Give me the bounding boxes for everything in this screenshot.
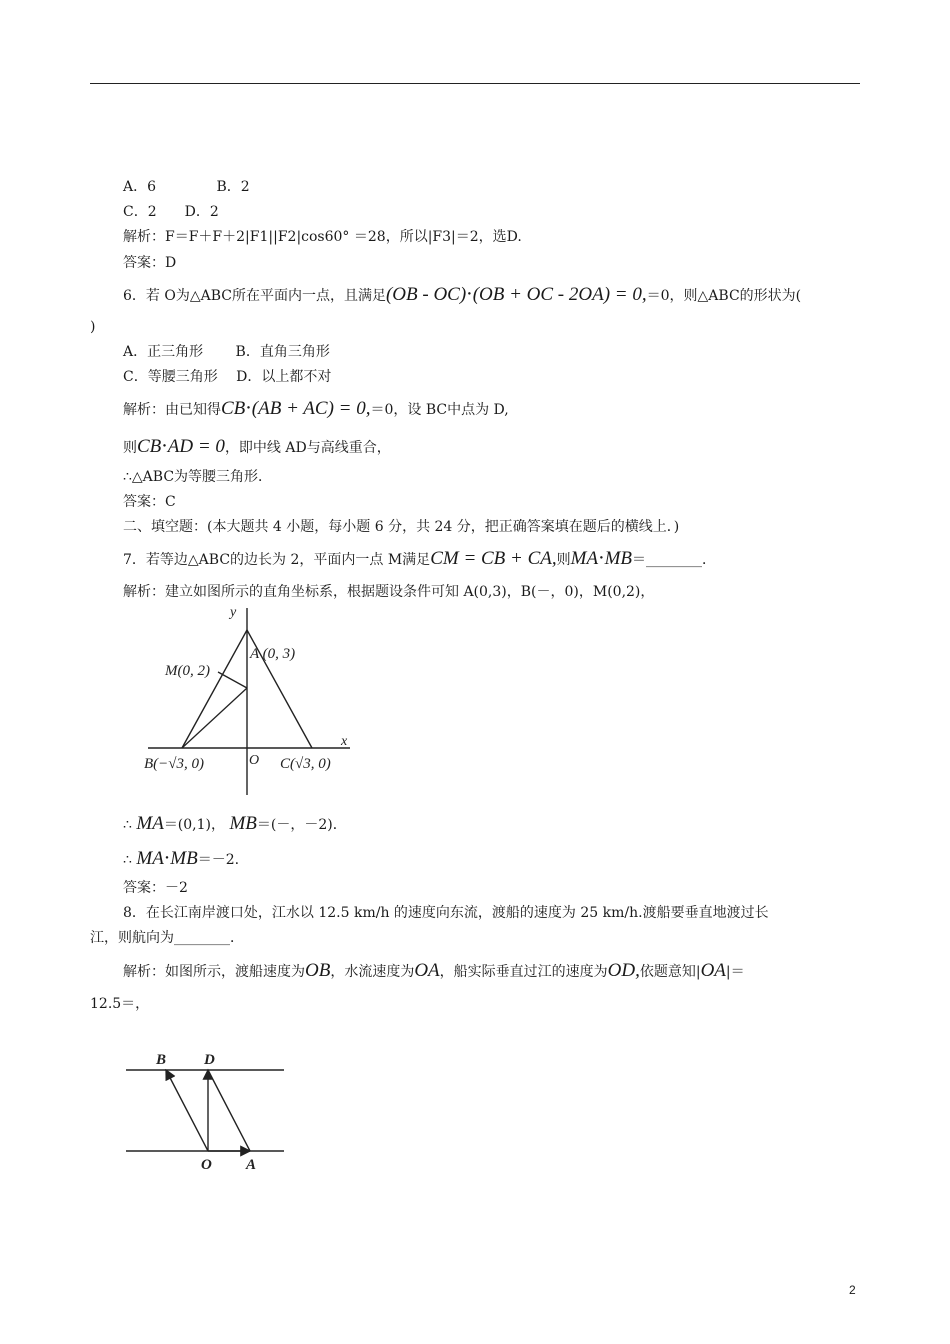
- q7-res2-val: ＝－2.: [197, 852, 240, 868]
- q5-solution: 解析：F＝F＋F＋2|F1||F2|cos60° ＝28，所以|F3|＝2，选D.: [123, 229, 522, 245]
- q8-sol-m2: OA: [414, 960, 440, 981]
- q7-solution: 解析：建立如图所示的直角坐标系，根据题设条件可知 A(0,3)，B(－，0)，M(0,2)，: [123, 584, 655, 600]
- q8-river-figure: [120, 1048, 300, 1178]
- q6-sol1-suffix: ＝0，设 BC中点为 D,: [370, 402, 509, 418]
- q6-answer: 答案：C: [123, 494, 176, 510]
- q7-stem: [123, 550, 716, 569]
- q6-stem-close: ): [90, 319, 96, 335]
- section-heading: 二、填空题：(本大题共 4 小题，每小题 6 分，共 24 分，把正确答案填在题后的横线上．): [123, 519, 680, 535]
- q8-sol-a: 解析：如图所示，渡船速度为: [123, 964, 305, 980]
- q7-stem-prefix: 7．若等边△ABC的边长为 2，平面内一点 M满足: [123, 552, 431, 568]
- y-axis-label: y: [230, 605, 237, 620]
- q8-sol-d: 依题意知|: [639, 964, 701, 980]
- label-O: O: [249, 753, 260, 768]
- q6-sol2-prefix: 则: [123, 440, 137, 456]
- segment-AB: [182, 630, 247, 748]
- vector-DA: [208, 1070, 250, 1151]
- q8-sol-m1: OB: [305, 960, 331, 981]
- q6-options-cd: C．等腰三角形 D．以上都不对: [123, 369, 332, 385]
- q7-res2-prefix: ∴: [123, 852, 132, 868]
- q6-stem: [123, 286, 801, 305]
- q7-res1-val2: ＝(－，－2)．: [256, 817, 347, 833]
- q7-result-line1: [123, 815, 347, 834]
- q8-sol-m4: OA: [700, 960, 726, 981]
- q8-solution-line2: 12.5＝，: [90, 996, 150, 1012]
- q8-stem-line1: 8．在长江南岸渡口处，江水以 12.5 km/h 的速度向东流，渡船的速度为 25 km/h.渡船要垂直地渡过长: [123, 905, 769, 921]
- q6-options-ab: A．正三角形 B．直角三角形: [123, 344, 330, 360]
- q7-res1-math2: MB: [229, 813, 257, 834]
- q8-sol-m3: OD,: [607, 960, 640, 981]
- label-D: D: [204, 1052, 215, 1068]
- q7-coordinate-figure: [140, 600, 380, 800]
- q7-stem-math2: MA⋅MB: [570, 548, 633, 569]
- header-rule: [90, 83, 860, 84]
- vector-OB: [166, 1070, 208, 1151]
- label-B: B(−√3, 0): [144, 756, 205, 772]
- label-C: C(√3, 0): [280, 756, 331, 772]
- q7-stem-mid: 则: [556, 552, 571, 568]
- page-number: 2: [849, 1283, 856, 1297]
- q6-solution-line1: [123, 400, 509, 419]
- q8-solution-line1: [123, 962, 745, 981]
- q7-res1-prefix: ∴: [123, 817, 132, 833]
- q5-options-ab: A．6 B．2: [123, 179, 250, 195]
- q7-answer: 答案：－2: [123, 880, 188, 896]
- q7-stem-suffix: ＝________．: [632, 552, 717, 568]
- q7-res1-val1: ＝(0,1)，: [163, 817, 226, 833]
- label-A: A (0, 3): [250, 646, 296, 662]
- label-B: B: [156, 1052, 167, 1068]
- label-M: M(0, 2): [165, 663, 210, 679]
- q7-result-line2: [123, 850, 239, 869]
- q6-sol2-suffix: ，即中线 AD与高线重合，: [224, 440, 391, 456]
- q8-sol-c: ，船实际垂直过江的速度为: [439, 964, 608, 980]
- q7-res1-math1: MA: [136, 813, 164, 834]
- q8-sol-b: ，水流速度为: [330, 964, 415, 980]
- q6-stem-prefix: 6．若 O为△ABC所在平面内一点，且满足: [123, 288, 386, 304]
- q6-sol1-prefix: 解析：由已知得: [123, 402, 221, 418]
- q5-options-cd: C．2 D．2: [123, 204, 219, 220]
- q6-solution-line3: ∴△ABC为等腰三角形．: [123, 469, 273, 485]
- vector-MA: [218, 672, 247, 688]
- q6-sol1-math: CB⋅(AB + AC) = 0,: [221, 398, 371, 419]
- q8-stem-line2: 江，则航向为________．: [90, 930, 244, 946]
- label-A: A: [246, 1157, 257, 1173]
- label-O: O: [201, 1157, 212, 1173]
- q6-solution-line2: [123, 438, 391, 457]
- q8-sol-e: |＝: [725, 964, 745, 980]
- q7-res2-math: MA⋅MB: [136, 848, 198, 869]
- x-axis-label: x: [341, 734, 348, 749]
- q6-sol2-math: CB⋅AD = 0: [137, 436, 225, 457]
- vector-MB: [182, 688, 247, 748]
- q6-stem-math: (OB - OC)⋅(OB + OC - 2OA) = 0,: [385, 284, 647, 305]
- q5-answer: 答案：D: [123, 255, 177, 271]
- q7-stem-math1: CM = CB + CA,: [430, 548, 557, 569]
- q6-stem-suffix: ＝0，则△ABC的形状为(: [646, 288, 802, 304]
